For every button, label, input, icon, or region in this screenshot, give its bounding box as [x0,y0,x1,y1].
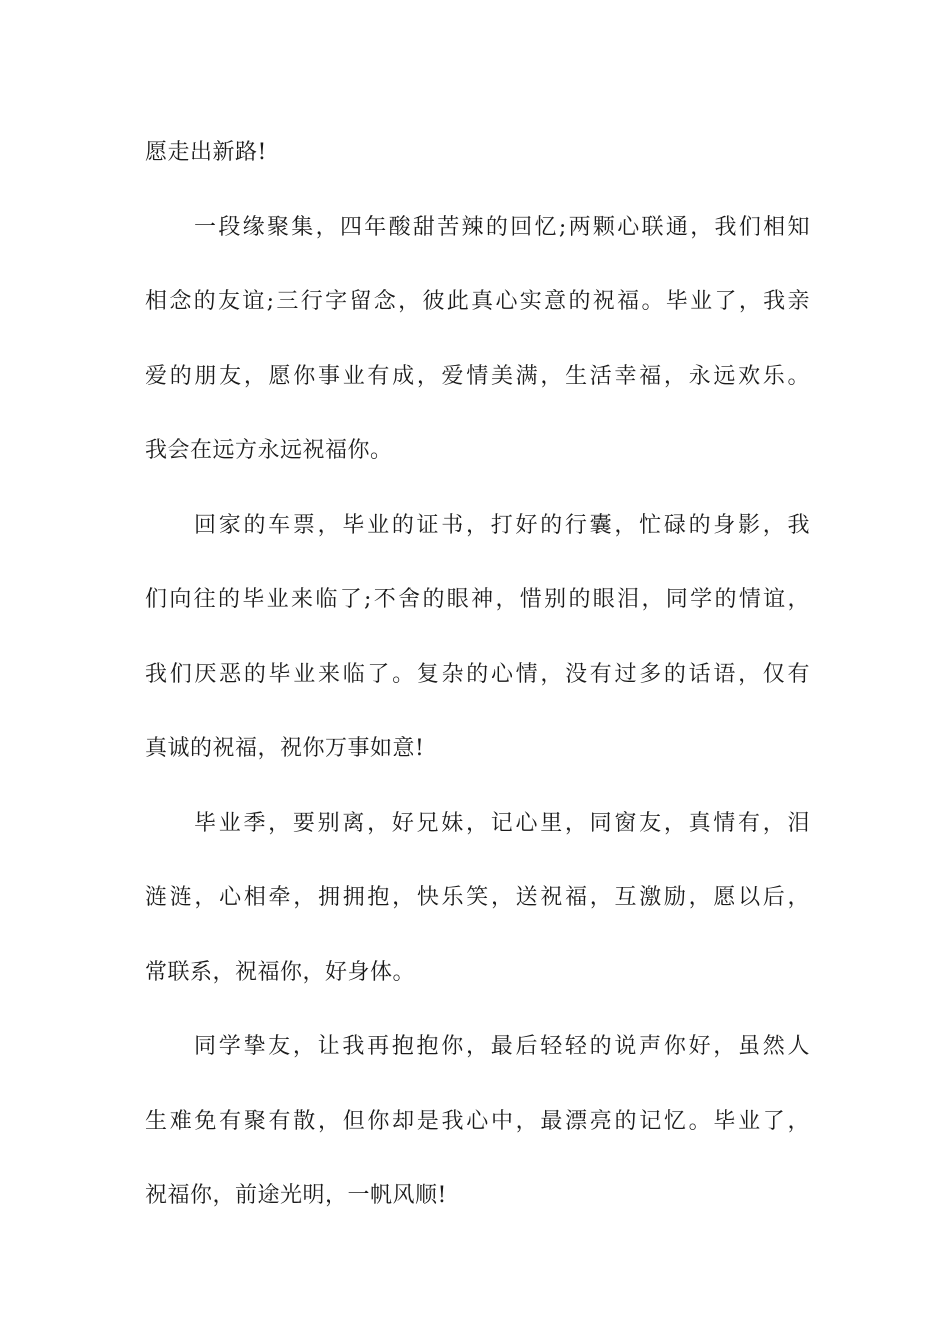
document-body [145,116,810,1234]
text-line: 回家的车票，毕业的证书，打好的行囊，忙碌的身影，我 [194,512,810,538]
text-line: 生难免有聚有散，但你却是我心中，最漂亮的记忆。毕业了， [145,1108,810,1134]
text-line: 常联系，祝福你，好身体。 [145,959,416,985]
text-line: 真诚的祝福，祝你万事如意! [145,736,425,761]
text-line: 涟涟，心相牵，拥拥抱，快乐笑，送祝福，互激励，愿以后， [145,885,810,910]
text-line: 一段缘聚集，四年酸甜苦辣的回忆;两颗心联通，我们相知 [194,214,810,240]
text-line: 们向往的毕业来临了;不舍的眼神，惜别的眼泪，同学的情谊， [145,587,810,612]
paragraph-4 [145,787,810,1011]
text-line: 毕业季，要别离，好兄妹，记心里，同窗友，真情有，泪 [194,810,810,836]
text-line: 我会在远方永远祝福你。 [145,438,393,463]
text-line: 同学挚友，让我再抱抱你，最后轻轻的说声你好，虽然人 [194,1034,810,1059]
text-line: 祝福你，前途光明，一帆风顺! [145,1183,447,1208]
text-line: 相念的友谊;三行字留念，彼此真心实意的祝福。毕业了，我亲 [145,289,810,314]
text-line: 我们厌恶的毕业来临了。复杂的心情，没有过多的话语，仅有 [145,661,810,687]
paragraph-1 [145,116,810,191]
paragraph-3 [145,489,810,787]
paragraph-5 [145,1010,810,1234]
text-line: 愿走出新路! [145,140,267,165]
text-line: 爱的朋友，愿你事业有成，爱情美满，生活幸福，永远欢乐。 [145,363,810,389]
paragraph-2 [145,191,810,489]
